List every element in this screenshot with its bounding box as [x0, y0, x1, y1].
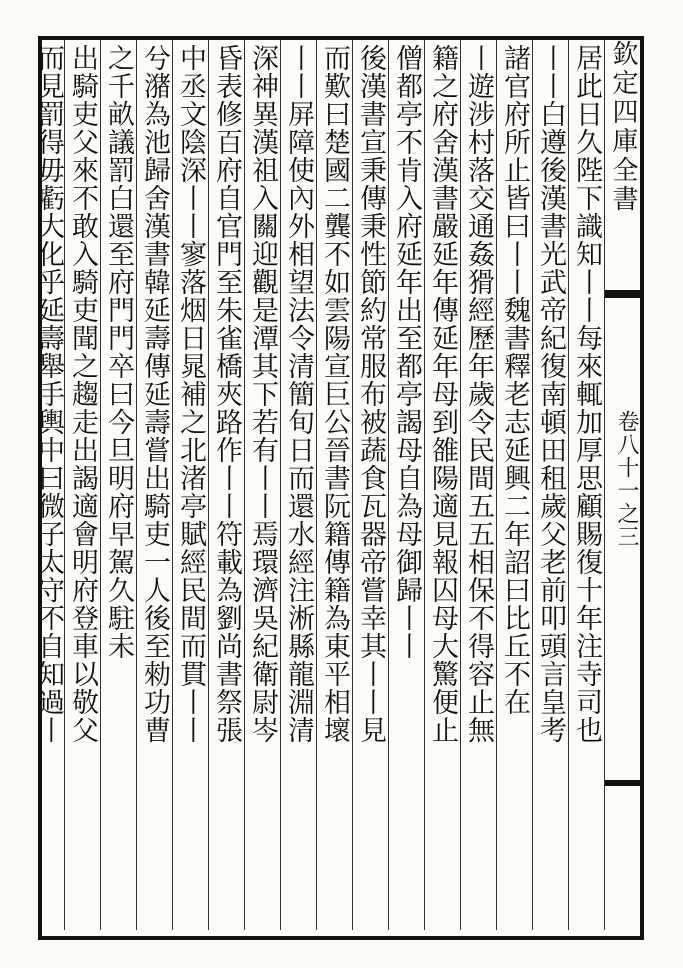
- column-rule: [136, 40, 137, 930]
- text-column: 丨丨屏障使內外相望法令清簡旬日而還水經注淅縣龍淵清: [283, 44, 314, 744]
- banner-title: 欽定四庫全書: [608, 40, 638, 214]
- column-rule: [568, 40, 569, 930]
- text-column: 而見罰得毋虧大化乎延壽舉手輿中曰微子太守不自知過丨: [33, 44, 64, 744]
- text-column: 丨遊涉村落交通姦猾經歷年歲令民間五五相保不得容止無: [463, 44, 494, 744]
- text-column: 僧都亭不肯入府延年出至都亭謁母自為母御歸丨丨: [391, 44, 422, 660]
- column-rule: [172, 40, 173, 930]
- column-rule: [100, 40, 101, 930]
- column-rule: [64, 40, 65, 930]
- text-column: 兮潴為池歸舍漢書韓延壽傳延壽嘗出騎吏一人後至勑功曹: [139, 44, 170, 744]
- column-rule: [280, 40, 281, 930]
- text-column: 籍之府舍漢書嚴延年傳延年母到雒陽適見報囚母大驚便止: [427, 44, 458, 744]
- text-column: 昏表修百府自官門至朱雀橋夾路作丨丨符載為劉尚書祭張: [211, 44, 242, 744]
- column-rule: [532, 40, 533, 930]
- text-column: 深神異漢祖入關迎觀是潭其下若有丨丨焉環濟吳紀衛尉岑: [247, 44, 278, 744]
- text-column: 之千畝議罰白還至府門門卒曰今旦明府早駕久駐未: [103, 44, 134, 660]
- text-column: 丨丨白遵後漢書光武帝紀復南頓田租歲父老前叩頭言皇考: [535, 44, 566, 744]
- volume-label: 卷八十一之三: [614, 410, 639, 548]
- fishtail-bottom-mark: [604, 780, 644, 786]
- column-rule: [208, 40, 209, 930]
- column-rule: [424, 40, 425, 930]
- column-rule: [352, 40, 353, 930]
- column-rule: [604, 40, 605, 930]
- column-rule: [244, 40, 245, 930]
- text-column: 諸官府所止皆曰丨丨魏書釋老志延興二年詔曰比丘不在: [499, 44, 530, 716]
- text-column: 居此日久陛下識知丨丨每來輒加厚思顧賜復十年注寺司也: [571, 44, 602, 744]
- column-rule: [496, 40, 497, 930]
- text-column: 後漢書宣秉傳秉性節約常服布被蔬食瓦器帝嘗幸其丨丨見: [355, 44, 386, 744]
- column-rule: [388, 40, 389, 930]
- text-column: 中丞文陰深丨丨寥落烟日晁補之北渚亭賦經民間而貫丨丨: [175, 44, 206, 744]
- column-rule: [316, 40, 317, 930]
- column-rule: [460, 40, 461, 930]
- text-column: 而歎曰楚國二龔不如雲陽宣巨公晉書阮籍傳籍為東平相壞: [319, 44, 350, 744]
- text-column: 出騎吏父來不敢入騎吏聞之趨走出謁適會明府登車以敬父: [67, 44, 98, 744]
